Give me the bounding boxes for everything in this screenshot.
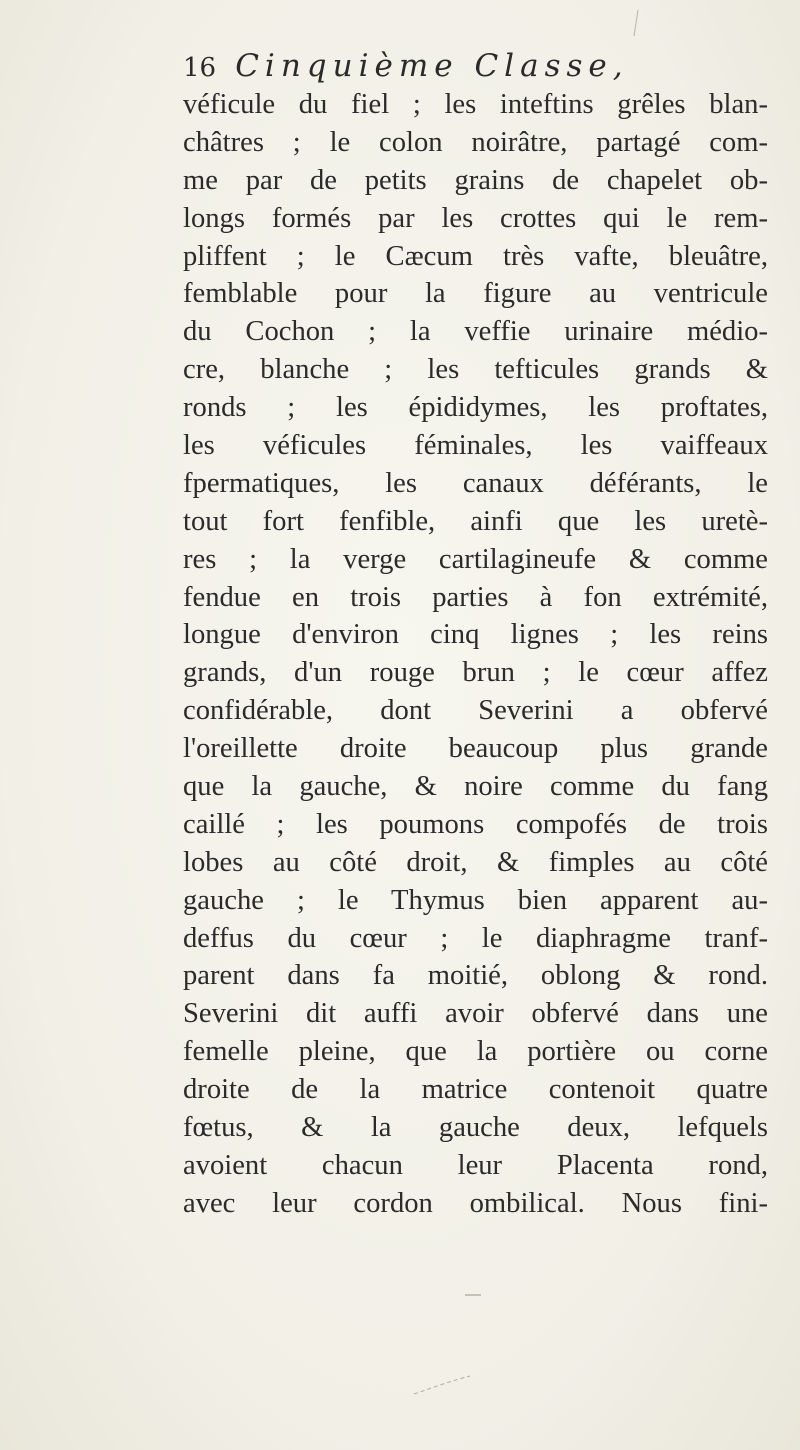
text-line: avoient chacun leur Placenta rond,: [183, 1149, 768, 1181]
text-line: fœtus, & la gauche deux, lefquels: [183, 1112, 768, 1144]
text-line: femelle pleine, que la portière ou corne: [183, 1036, 768, 1068]
text-line: fendue en trois parties à fon extrémité,: [183, 581, 768, 613]
text-line: châtres ; le colon noirâtre, partagé com-: [183, 126, 768, 158]
text-line: caillé ; les poumons compofés de trois: [183, 808, 768, 840]
text-line: avec leur cordon ombilical. Nous fini-: [183, 1187, 768, 1219]
text-line: res ; la verge cartilagineufe & comme: [183, 543, 768, 575]
text-line: cre, blanche ; les tefticules grands &: [183, 354, 768, 386]
text-line: ronds ; les épididymes, les proftates,: [183, 392, 768, 424]
text-line: confidérable, dont Severini a obfervé: [183, 695, 768, 727]
text-line: que la gauche, & noire comme du fang: [183, 771, 768, 803]
text-line: véficule du fiel ; les inteftins grêles blan-: [183, 89, 768, 120]
text-line: Severini dit auffi avoir obfervé dans une: [183, 998, 768, 1030]
text-line: longue d'environ cinq lignes ; les reins: [183, 619, 768, 651]
text-line: pliffent ; le Cæcum très vafte, bleuâtre,: [183, 240, 768, 272]
text-line: tout fort fenfible, ainfi que les uretè-: [183, 505, 768, 537]
text-line: femblable pour la figure au ventricule: [183, 278, 768, 310]
body-text: [183, 86, 768, 1223]
text-line: les véficules féminales, les vaiffeaux: [183, 430, 768, 462]
text-line: gauche ; le Thymus bien apparent au-: [183, 884, 768, 916]
page-number: 16: [183, 53, 217, 83]
text-line: grands, d'un rouge brun ; le cœur affez: [183, 657, 768, 689]
text-line: du Cochon ; la veffie urinaire médio-: [183, 316, 768, 348]
paper-mark: [412, 1374, 472, 1396]
text-line: parent dans fa moitié, oblong & rond.: [183, 960, 768, 992]
running-head: Cinquième Classe,: [235, 48, 629, 84]
text-line: droite de la matrice contenoit quatre: [183, 1074, 768, 1106]
paper-mark: [463, 1290, 483, 1300]
text-line: deffus du cœur ; le diaphragme tranf-: [183, 922, 768, 954]
text-line: longs formés par les crottes qui le rem-: [183, 202, 768, 234]
paper-mark: [630, 8, 642, 38]
text-line: lobes au côté droit, & fimples au côté: [183, 846, 768, 878]
text-line: l'oreillette droite beaucoup plus grande: [183, 733, 768, 765]
text-line: me par de petits grains de chapelet ob-: [183, 164, 768, 196]
text-line: fpermatiques, les canaux déférants, le: [183, 467, 768, 499]
